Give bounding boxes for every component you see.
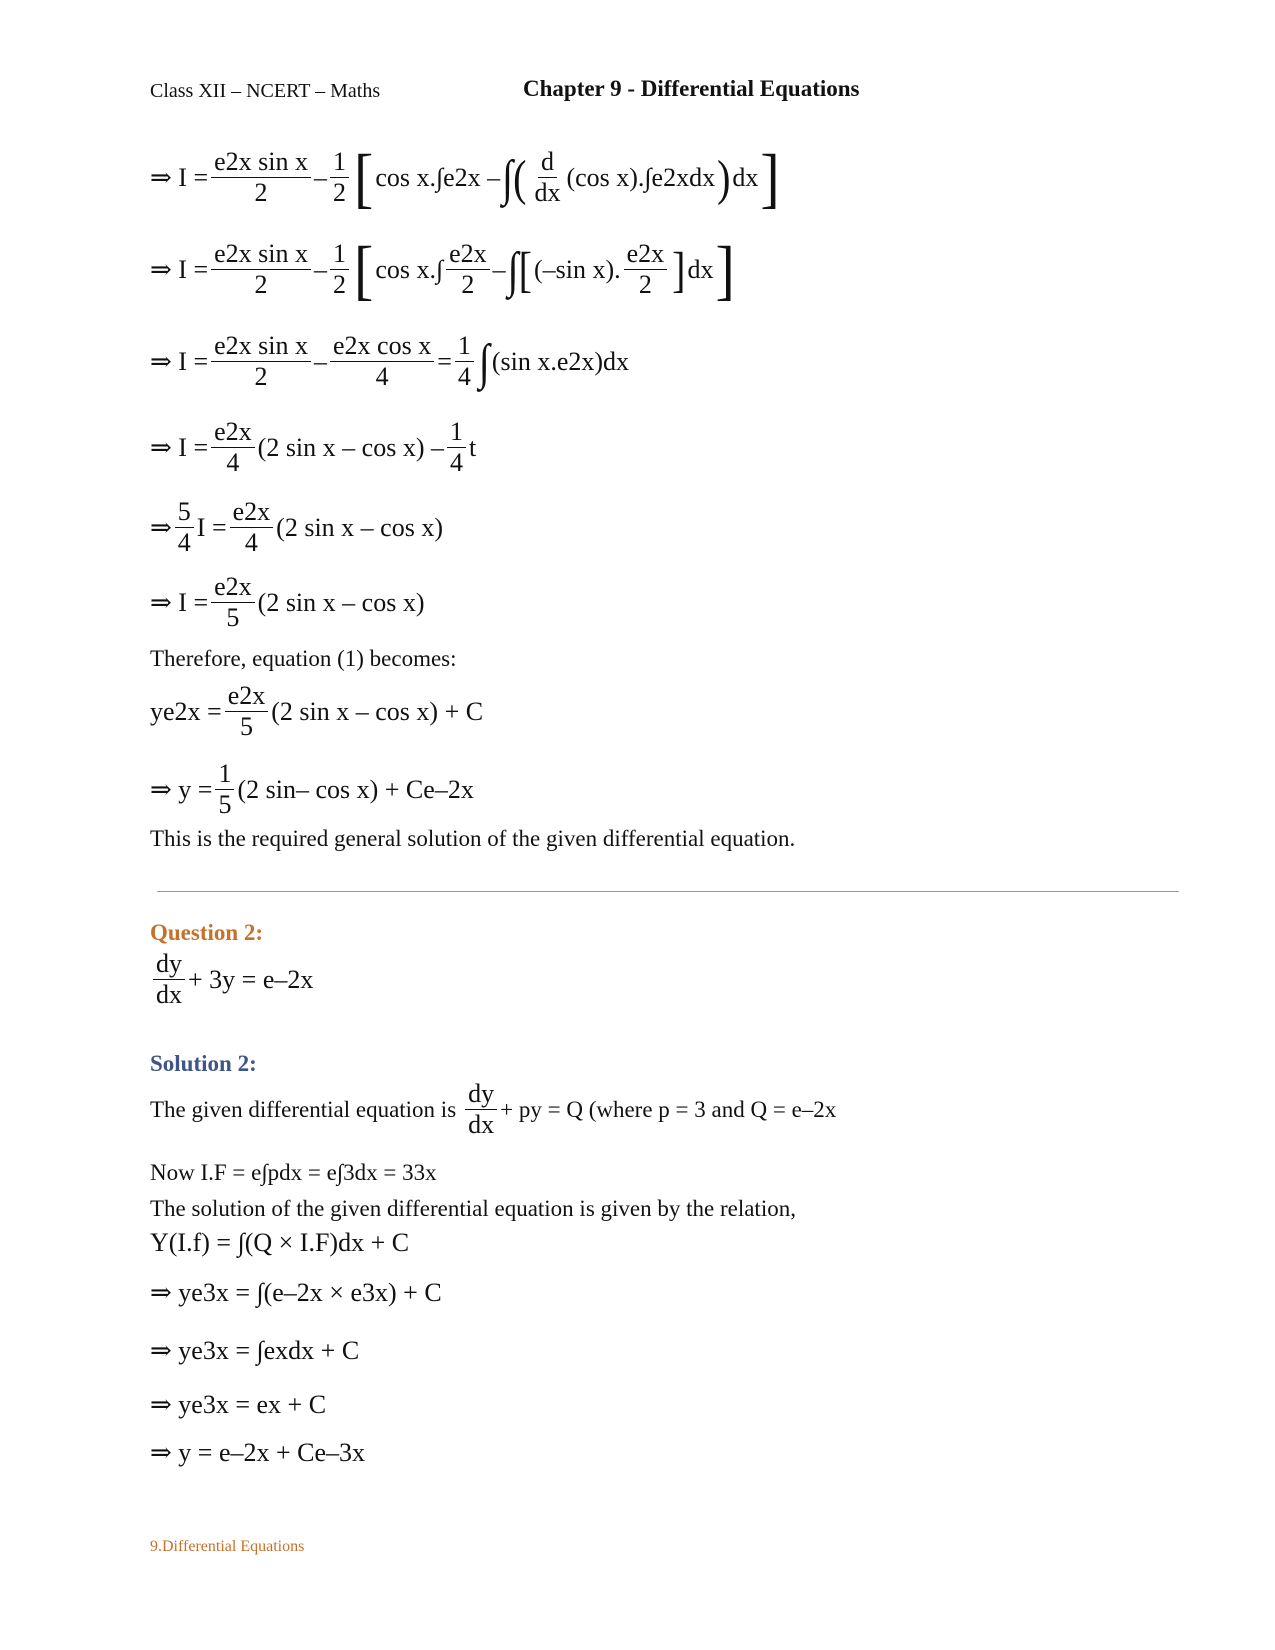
eq4-frac-q xyxy=(447,418,466,477)
equation-step-1: ⇒ I = $\frac{\text{e2x sin x}}{2}$ – $\frac{1}{2}$ [ cos x.∫e2x – ∫( $\frac{d}{dx}$ (cos x).∫e2xdx ) dx ] xyxy=(150,139,780,215)
equation-step-4 xyxy=(150,418,476,477)
eq5-frac-c xyxy=(175,498,194,557)
relation-text: The solution of the given differential equation is given by the relation, xyxy=(150,1196,796,1221)
eq3-frac-b xyxy=(330,332,434,391)
given-frac xyxy=(465,1080,497,1139)
eq7-lhs: ye2x = xyxy=(150,696,222,726)
eq2-g-den: 2 xyxy=(638,269,652,299)
given-equation-line xyxy=(150,1080,836,1139)
eq4-den1: 4 xyxy=(226,447,240,477)
eq8-frac-a xyxy=(215,760,234,819)
eq2-frac-f xyxy=(446,240,490,299)
eq1-frac-half xyxy=(330,148,349,207)
eq3-part1: (sin x.e2x)dx xyxy=(491,346,630,376)
given-suffix: + py = Q (where p = 3 and Q = e–2x xyxy=(500,1096,837,1122)
solution-step-5: ⇒ y = e–2x + Ce–3x xyxy=(150,1438,366,1467)
eq2-frac-half xyxy=(330,240,349,299)
solution-title: Solution 2: xyxy=(150,1051,257,1076)
eq2-f-den: 2 xyxy=(461,269,475,299)
solution-step-1: Y(I.f) = ∫(Q × I.F)dx + C xyxy=(150,1228,410,1257)
eq1-part3: dx xyxy=(732,162,759,192)
eq3-num1: e2x sin x xyxy=(211,332,311,362)
eq5-part1: (2 sin x – cos x) xyxy=(276,512,443,542)
footer-chapter-label: 9.Differential Equations xyxy=(150,1538,305,1555)
eq3-den2: 4 xyxy=(375,361,389,391)
integrating-factor-line: Now I.F = e∫pdx = e∫3dx = 33x xyxy=(150,1160,437,1185)
eq2-frac-a xyxy=(211,240,311,299)
equation-step-3: ⇒ I = $\frac{\text{e2x sin x}}{2}$ – $\frac{\text{e2x cos x}}{4}$ = $\frac{1}{4}$ ∫ (sin x.e2x)dx xyxy=(150,331,630,391)
eq2-num1: e2x sin x xyxy=(211,240,311,270)
equation-step-6 xyxy=(150,573,424,632)
equation-step-8 xyxy=(150,760,474,819)
eq2-lhs: ⇒ I = xyxy=(150,254,209,284)
eq8-lhs: ⇒ y = xyxy=(150,774,213,804)
solution-step-4: ⇒ ye3x = ex + C xyxy=(150,1390,327,1419)
section-divider xyxy=(157,891,1179,892)
question-equation xyxy=(150,950,313,1009)
eq2-f-num: e2x xyxy=(446,240,490,270)
eq4-frac-a xyxy=(211,418,255,477)
eq5-num1: e2x xyxy=(230,498,274,528)
eq1-part2: (cos x).∫e2xdx xyxy=(566,162,716,192)
eq1-den1: 2 xyxy=(254,177,268,207)
given-den: dx xyxy=(468,1109,495,1139)
eq2-den1: 2 xyxy=(254,269,268,299)
header-chapter-title: Chapter 9 - Differential Equations xyxy=(523,76,860,101)
eq4-num1: e2x xyxy=(211,418,255,448)
eq6-frac-a xyxy=(211,573,255,632)
eq1-close-bracket: ] xyxy=(760,139,780,215)
eq5-part0: I = xyxy=(196,512,227,542)
eq2-g-num: e2x xyxy=(624,240,668,270)
eq8-part1: (2 sin– cos x) + Ce–2x xyxy=(237,774,474,804)
eq5-den1: 4 xyxy=(244,527,258,557)
eq6-den1: 5 xyxy=(226,602,240,632)
eq5-frac-a xyxy=(230,498,274,557)
eq7-den1: 5 xyxy=(239,711,253,741)
eq1-d-num: d xyxy=(538,148,557,178)
eq8-den1: 5 xyxy=(218,789,232,819)
question-rhs: + 3y = e–2x xyxy=(188,964,314,994)
eq3-q-num: 1 xyxy=(455,332,474,362)
eq8-num1: 1 xyxy=(215,760,234,790)
eq2-part2: (–sin x). xyxy=(533,254,621,284)
eq3-lhs: ⇒ I = xyxy=(150,346,209,376)
general-solution-text: This is the required general solution of the given differential equation. xyxy=(150,826,796,851)
eq2-half-den: 2 xyxy=(333,269,346,299)
eq5-c-den: 4 xyxy=(177,527,191,557)
eq3-q-den: 4 xyxy=(457,361,471,391)
question-title: Question 2: xyxy=(150,920,264,945)
eq5-c-num: 5 xyxy=(175,498,194,528)
given-prefix: The given differential equation is xyxy=(150,1096,457,1122)
eq1-open-bracket: [ xyxy=(354,139,374,215)
eq7-frac-a xyxy=(225,682,269,741)
eq7-num1: e2x xyxy=(225,682,269,712)
eq1-frac-d xyxy=(531,148,563,207)
eq4-q-num: 1 xyxy=(447,418,466,448)
eq4-t: t xyxy=(468,432,477,462)
eq6-num1: e2x xyxy=(211,573,255,603)
eq1-num1: e2x sin x xyxy=(211,148,311,178)
given-num: dy xyxy=(465,1080,497,1110)
solution-step-3: ⇒ ye3x = ∫exdx + C xyxy=(150,1336,360,1365)
eq3-frac-q xyxy=(455,332,474,391)
eq1-half-num: 1 xyxy=(330,148,349,178)
eq2-frac-g xyxy=(624,240,668,299)
eq2-part3: dx xyxy=(687,254,714,284)
eq4-part1: (2 sin x – cos x) – xyxy=(257,432,444,462)
eq1-d-den: dx xyxy=(534,177,561,207)
eq6-lhs: ⇒ I = xyxy=(150,587,209,617)
eq4-lhs: ⇒ I = xyxy=(150,432,209,462)
eq6-part1: (2 sin x – cos x) xyxy=(257,587,425,617)
equation-step-7 xyxy=(150,682,483,741)
question-num: dy xyxy=(153,950,185,980)
eq2-half-num: 1 xyxy=(330,240,349,270)
question-den: dx xyxy=(156,979,182,1009)
eq3-den1: 2 xyxy=(254,361,268,391)
eq7-part1: (2 sin x – cos x) + C xyxy=(271,696,484,726)
therefore-text: Therefore, equation (1) becomes: xyxy=(150,646,457,671)
header-class-label: Class XII – NCERT – Maths xyxy=(150,80,381,102)
eq1-half-den: 2 xyxy=(333,177,346,207)
solution-step-2: ⇒ ye3x = ∫(e–2x × e3x) + C xyxy=(150,1278,442,1307)
equation-step-5 xyxy=(150,498,443,557)
eq3-frac-a xyxy=(211,332,311,391)
eq4-q-den: 4 xyxy=(449,447,463,477)
eq2-part1: cos x.∫ xyxy=(375,254,444,284)
eq5-lhs: ⇒ xyxy=(150,512,172,542)
eq1-frac-a xyxy=(211,148,311,207)
question-frac xyxy=(153,950,185,1009)
eq3-num2: e2x cos x xyxy=(330,332,434,362)
eq1-part1: cos x.∫e2x – xyxy=(375,162,501,192)
equation-step-2: ⇒ I = $\frac{\text{e2x sin x}}{2}$ – $\frac{1}{2}$ [ cos x.∫ $\frac{e2x}{2}$ – ∫[ (–sin x). $\frac{e2x}{2}$ ] dx ] xyxy=(150,231,735,307)
eq1-lhs: ⇒ I = xyxy=(150,162,209,192)
